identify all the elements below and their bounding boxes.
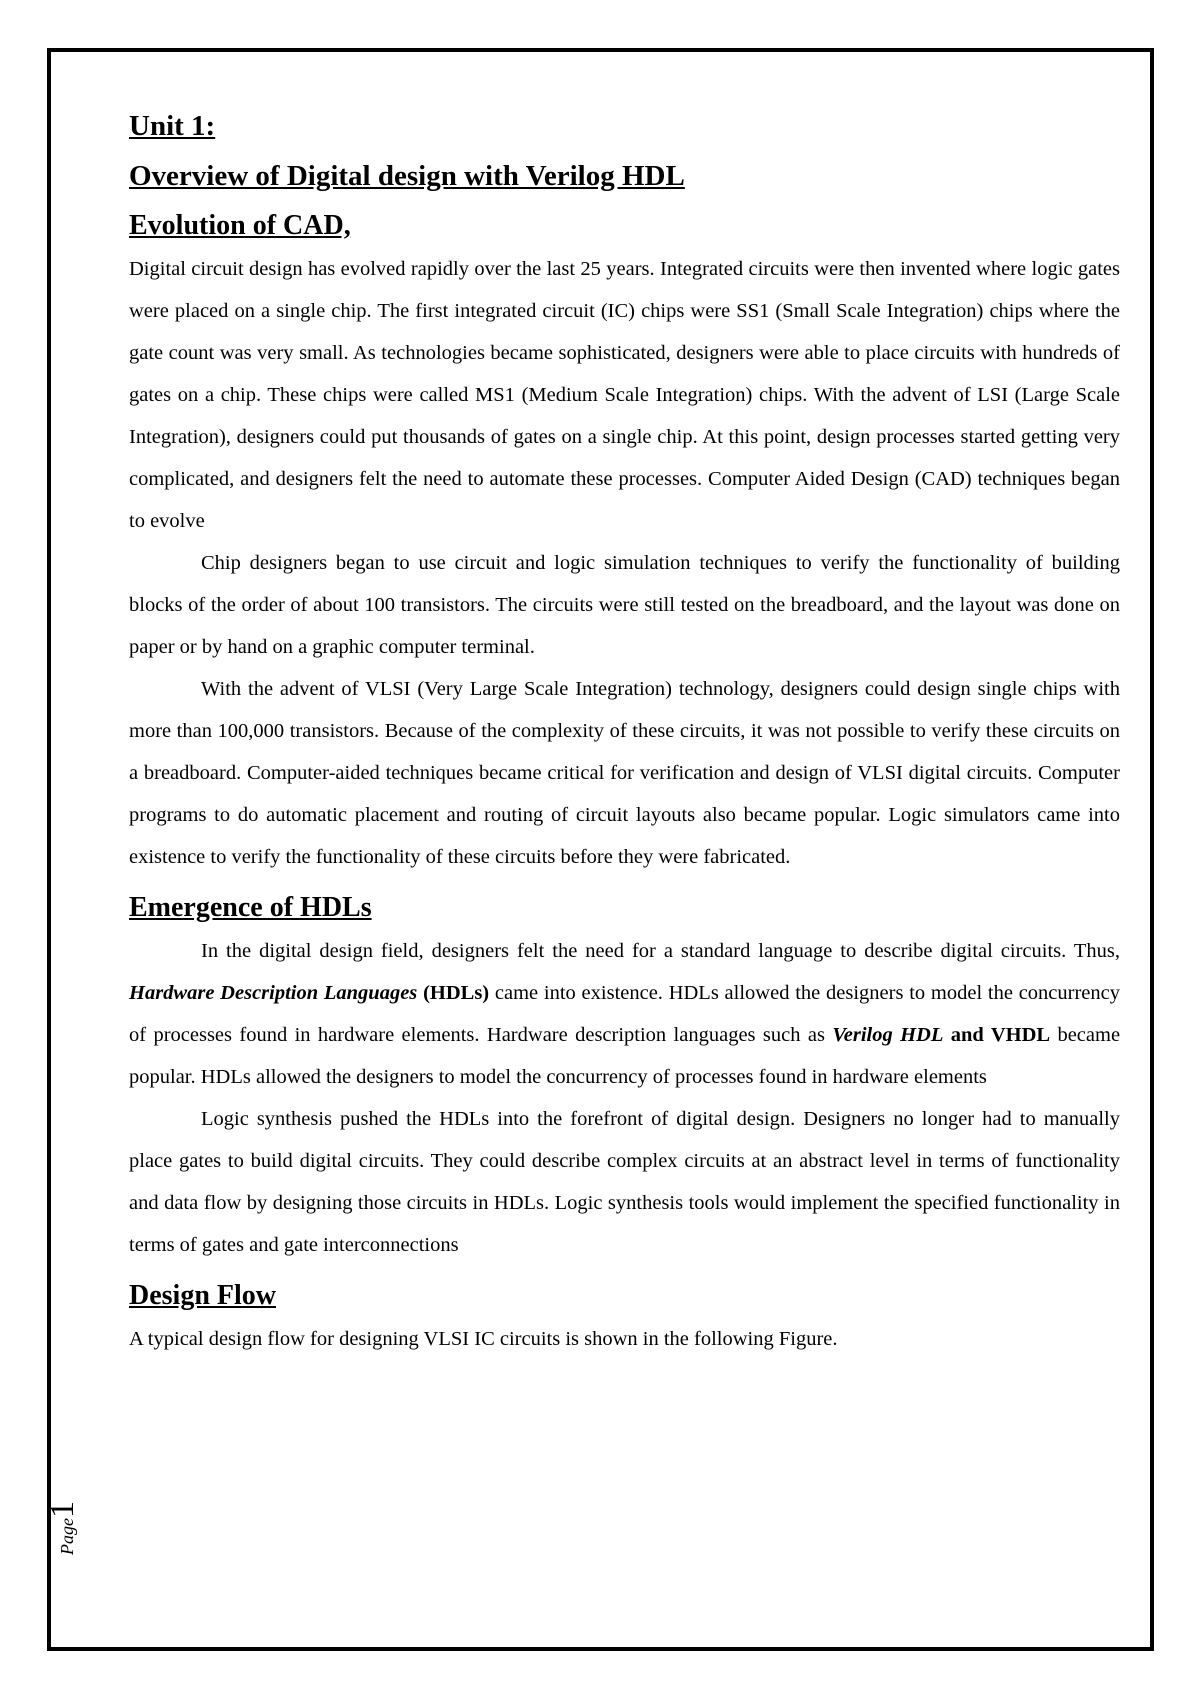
paragraph-evolution-2: Chip designers began to use circuit and logic simulation techniques to verify the functionality of building blocks of the order of about 100 transistors. The circuits were still tested on the breadboard, and the layout was done on paper or by hand on a graphic computer terminal. [129,552,1120,658]
paragraph-emergence-2: Logic synthesis pushed the HDLs into the forefront of digital design. Designers no longer had to manually place gates to build digital circuits. They could describe complex circuits at an abstract level in terms of functionality and data flow by designing those circuits in HDLs. Logic synthesis tools would implement the specified functionality in terms of gates and gate interconnections [129,1108,1120,1256]
section-heading-evolution: Evolution of CAD, [129,210,351,241]
page-number-label [44,1501,82,1555]
emergence-text-1: In the digital design field, designers felt the need for a standard language to describe digital circuits. Thus, [201,940,1120,962]
hdl-abbreviation: (HDLs) [423,982,490,1004]
unit-title: Unit 1: [129,110,216,142]
paragraph-evolution-1: Digital circuit design has evolved rapidly over the last 25 years. Integrated circuits were then invented where logic gates were placed on a single chip. The first integrated circuit (IC) chips were SS1 (Small Scale Integration) chips where the gate count was very small. As technologies became sophisticated, designers were able to place circuits with hundreds of gates on a chip. These chips were called MS1 (Medium Scale Integration) chips. With the advent of LSI (Large Scale Integration), designers could put thousands of gates on a single chip. At this point, design processes started getting very complicated, and designers felt the need to automate these processes. Computer Aided Design (CAD) techniques began to evolve [129,258,1120,532]
section-heading-emergence: Emergence of HDLs [129,892,372,923]
section-heading-design-flow: Design Flow [129,1280,276,1311]
paragraph-evolution-3: With the advent of VLSI (Very Large Scale Integration) technology, designers could design single chips with more than 100,000 transistors. Because of the complexity of these circuits, it was not possible to verify these circuits on a breadboard. Computer-aided techniques became critical for verification and design of VLSI digital circuits. Computer programs to do automatic placement and routing of circuit layouts also became popular. Logic simulators came into existence to verify the functionality of these circuits before they were fabricated. [129,678,1120,868]
hdl-term: Hardware Description Languages [129,982,418,1004]
emergence-text-3: became popular. HDLs allowed the designers to model the concurrency of processes found in hardware elements [129,1024,1121,1088]
vhdl-term: and VHDL [950,1024,1051,1046]
verilog-term: Verilog HDL [832,1024,944,1046]
page-word: Page [57,1518,77,1555]
paragraph-design-flow-1: A typical design flow for designing VLSI IC circuits is shown in the following Figure. [129,1328,838,1350]
document-body [129,96,1120,1360]
emergence-text-2: came into existence. HDLs allowed the designers to model the concurrency of processes found in hardware elements. Hardware description languages such as [129,982,1121,1046]
page-number: 1 [44,1501,81,1519]
main-title: Overview of Digital design with Verilog HDL [129,160,685,192]
paragraph-emergence-1 [129,930,1120,1098]
